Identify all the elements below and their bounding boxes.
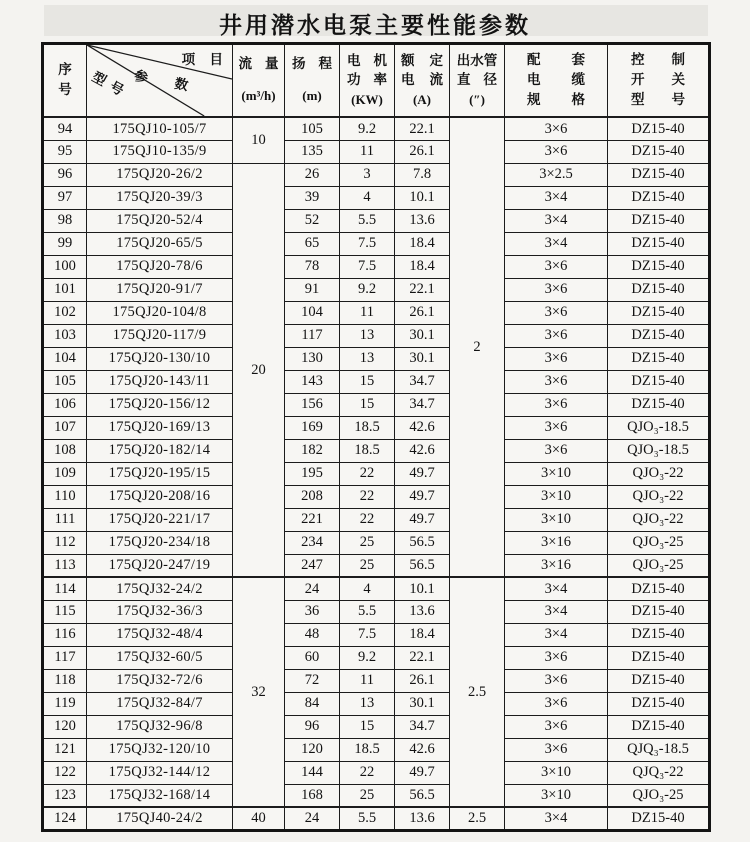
power-cell: 5.5 <box>340 209 395 232</box>
cable-cell: 3×10 <box>505 462 608 485</box>
head-cell: 221 <box>285 508 340 531</box>
power-cell: 18.5 <box>340 439 395 462</box>
header-power <box>340 44 395 118</box>
power-cell: 7.5 <box>340 623 395 646</box>
model-cell: 175QJ20-195/15 <box>87 462 233 485</box>
model-cell: 175QJ20-221/17 <box>87 508 233 531</box>
power-cell: 22 <box>340 462 395 485</box>
table-row <box>43 508 710 531</box>
table-row <box>43 232 710 255</box>
switch-cell: QJO₃-22 <box>608 508 710 531</box>
cable-cell: 3×6 <box>505 301 608 324</box>
cable-cell: 3×16 <box>505 554 608 577</box>
model-cell: 175QJ10-135/9 <box>87 140 233 163</box>
power-cell: 9.2 <box>340 117 395 140</box>
head-cell: 234 <box>285 531 340 554</box>
power-cell: 15 <box>340 370 395 393</box>
header-serial <box>43 44 87 118</box>
model-cell: 175QJ32-24/2 <box>87 577 233 600</box>
header-switch <box>608 44 710 118</box>
model-cell: 175QJ20-65/5 <box>87 232 233 255</box>
switch-cell: DZ15-40 <box>608 577 710 600</box>
table-row <box>43 623 710 646</box>
power-cell: 11 <box>340 669 395 692</box>
current-cell: 49.7 <box>395 761 450 784</box>
table-row <box>43 416 710 439</box>
power-cell: 22 <box>340 485 395 508</box>
power-cell: 25 <box>340 554 395 577</box>
switch-cell: DZ15-40 <box>608 186 710 209</box>
table-row <box>43 163 710 186</box>
cable-cell: 3×6 <box>505 715 608 738</box>
model-cell: 175QJ20-91/7 <box>87 278 233 301</box>
power-cell: 9.2 <box>340 646 395 669</box>
current-cell: 22.1 <box>395 278 450 301</box>
cable-cell: 3×10 <box>505 485 608 508</box>
current-cell: 26.1 <box>395 140 450 163</box>
switch-cell: QJO₃-25 <box>608 554 710 577</box>
power-cell: 13 <box>340 347 395 370</box>
flow-cell: 32 <box>233 577 285 807</box>
cable-cell: 3×4 <box>505 232 608 255</box>
header-current <box>395 44 450 118</box>
header-diameter-unit: (″) <box>469 92 485 108</box>
cable-cell: 3×6 <box>505 669 608 692</box>
power-cell: 18.5 <box>340 416 395 439</box>
cable-cell: 3×6 <box>505 692 608 715</box>
header-serial-line1: 序 <box>58 62 72 78</box>
cable-cell: 3×6 <box>505 117 608 140</box>
serial-cell: 115 <box>43 600 87 623</box>
cable-cell: 3×4 <box>505 623 608 646</box>
power-cell: 3 <box>340 163 395 186</box>
header-power-line1: 电 机 <box>347 52 387 68</box>
model-cell: 175QJ32-96/8 <box>87 715 233 738</box>
current-cell: 42.6 <box>395 439 450 462</box>
cable-cell: 3×6 <box>505 416 608 439</box>
diameter-cell: 2.5 <box>450 807 505 830</box>
power-cell: 4 <box>340 186 395 209</box>
current-cell: 56.5 <box>395 554 450 577</box>
model-cell: 175QJ40-24/2 <box>87 807 233 830</box>
table-row <box>43 117 710 140</box>
current-cell: 18.4 <box>395 232 450 255</box>
table-row <box>43 577 710 600</box>
power-cell: 13 <box>340 692 395 715</box>
header-diameter <box>450 44 505 118</box>
serial-cell: 107 <box>43 416 87 439</box>
serial-cell: 102 <box>43 301 87 324</box>
serial-cell: 116 <box>43 623 87 646</box>
table-row <box>43 393 710 416</box>
model-cell: 175QJ20-104/8 <box>87 301 233 324</box>
head-cell: 120 <box>285 738 340 761</box>
head-cell: 130 <box>285 347 340 370</box>
flow-cell: 40 <box>233 807 285 830</box>
head-cell: 143 <box>285 370 340 393</box>
model-cell: 175QJ32-72/6 <box>87 669 233 692</box>
header-switch-line1: 控 制 <box>631 52 685 68</box>
model-cell: 175QJ32-60/5 <box>87 646 233 669</box>
table-row <box>43 347 710 370</box>
current-cell: 42.6 <box>395 416 450 439</box>
switch-cell: QJO₃-22 <box>608 462 710 485</box>
current-cell: 18.4 <box>395 623 450 646</box>
serial-cell: 96 <box>43 163 87 186</box>
head-cell: 52 <box>285 209 340 232</box>
table-row <box>43 600 710 623</box>
cable-cell: 3×10 <box>505 508 608 531</box>
serial-cell: 112 <box>43 531 87 554</box>
table-row <box>43 784 710 807</box>
switch-cell: DZ15-40 <box>608 807 710 830</box>
cable-cell: 3×4 <box>505 186 608 209</box>
model-cell: 175QJ20-182/14 <box>87 439 233 462</box>
head-cell: 24 <box>285 807 340 830</box>
table-row <box>43 807 710 830</box>
power-cell: 22 <box>340 761 395 784</box>
model-cell: 175QJ20-52/4 <box>87 209 233 232</box>
table-row <box>43 462 710 485</box>
table-row <box>43 324 710 347</box>
current-cell: 34.7 <box>395 393 450 416</box>
cable-cell: 3×4 <box>505 600 608 623</box>
table-row <box>43 370 710 393</box>
head-cell: 104 <box>285 301 340 324</box>
power-cell: 7.5 <box>340 255 395 278</box>
cable-cell: 3×6 <box>505 255 608 278</box>
switch-cell: DZ15-40 <box>608 140 710 163</box>
serial-cell: 100 <box>43 255 87 278</box>
model-cell: 175QJ10-105/7 <box>87 117 233 140</box>
header-cable <box>505 44 608 118</box>
head-cell: 78 <box>285 255 340 278</box>
diagonal-label-item: 项 目 <box>181 52 223 67</box>
serial-cell: 111 <box>43 508 87 531</box>
head-cell: 135 <box>285 140 340 163</box>
flow-cell: 20 <box>233 163 285 577</box>
current-cell: 30.1 <box>395 692 450 715</box>
switch-cell: DZ15-40 <box>608 117 710 140</box>
power-cell: 15 <box>340 393 395 416</box>
cable-cell: 3×2.5 <box>505 163 608 186</box>
switch-cell: DZ15-40 <box>608 324 710 347</box>
pump-parameters-table-wrap <box>41 42 711 832</box>
model-cell: 175QJ20-143/11 <box>87 370 233 393</box>
table-row <box>43 669 710 692</box>
head-cell: 144 <box>285 761 340 784</box>
diameter-cell: 2 <box>450 117 505 577</box>
table-row <box>43 646 710 669</box>
power-cell: 9.2 <box>340 278 395 301</box>
header-switch-line2: 开 关 <box>631 72 685 88</box>
cable-cell: 3×10 <box>505 784 608 807</box>
serial-cell: 113 <box>43 554 87 577</box>
current-cell: 26.1 <box>395 669 450 692</box>
current-cell: 42.6 <box>395 738 450 761</box>
cable-cell: 3×6 <box>505 393 608 416</box>
serial-cell: 98 <box>43 209 87 232</box>
current-cell: 34.7 <box>395 370 450 393</box>
model-cell: 175QJ32-144/12 <box>87 761 233 784</box>
head-cell: 195 <box>285 462 340 485</box>
power-cell: 5.5 <box>340 600 395 623</box>
table-row <box>43 761 710 784</box>
header-cable-line3: 规 格 <box>527 91 585 107</box>
head-cell: 208 <box>285 485 340 508</box>
header-current-line1: 额 定 <box>401 52 443 68</box>
current-cell: 34.7 <box>395 715 450 738</box>
serial-cell: 120 <box>43 715 87 738</box>
cable-cell: 3×6 <box>505 140 608 163</box>
serial-cell: 106 <box>43 393 87 416</box>
table-row <box>43 140 710 163</box>
power-cell: 11 <box>340 301 395 324</box>
header-switch-line3: 型 号 <box>631 91 685 107</box>
model-cell: 175QJ20-117/9 <box>87 324 233 347</box>
model-cell: 175QJ20-78/6 <box>87 255 233 278</box>
table-row <box>43 186 710 209</box>
head-cell: 117 <box>285 324 340 347</box>
header-flow <box>233 44 285 118</box>
current-cell: 13.6 <box>395 600 450 623</box>
head-cell: 26 <box>285 163 340 186</box>
serial-cell: 103 <box>43 324 87 347</box>
header-power-unit: (KW) <box>351 92 383 108</box>
table-row <box>43 301 710 324</box>
model-cell: 175QJ20-208/16 <box>87 485 233 508</box>
current-cell: 10.1 <box>395 577 450 600</box>
header-serial-line2: 号 <box>58 82 72 97</box>
current-cell: 26.1 <box>395 301 450 324</box>
switch-cell: DZ15-40 <box>608 301 710 324</box>
switch-cell: QJO₃-25 <box>608 531 710 554</box>
switch-cell: DZ15-40 <box>608 255 710 278</box>
switch-cell: DZ15-40 <box>608 715 710 738</box>
header-current-line2: 电 流 <box>401 72 443 88</box>
serial-cell: 119 <box>43 692 87 715</box>
switch-cell: DZ15-40 <box>608 600 710 623</box>
current-cell: 13.6 <box>395 807 450 830</box>
switch-cell: DZ15-40 <box>608 232 710 255</box>
head-cell: 96 <box>285 715 340 738</box>
switch-cell: DZ15-40 <box>608 278 710 301</box>
serial-cell: 117 <box>43 646 87 669</box>
power-cell: 4 <box>340 577 395 600</box>
header-diameter-line2: 直 径 <box>457 72 497 88</box>
current-cell: 7.8 <box>395 163 450 186</box>
head-cell: 39 <box>285 186 340 209</box>
cable-cell: 3×6 <box>505 278 608 301</box>
head-cell: 182 <box>285 439 340 462</box>
header-head-label: 扬 程 <box>292 56 332 72</box>
switch-cell: QJQ₃-22 <box>608 761 710 784</box>
cable-cell: 3×6 <box>505 324 608 347</box>
header-head-unit: (m) <box>302 88 322 104</box>
cable-cell: 3×10 <box>505 761 608 784</box>
page-title: 井用潜水电泵主要性能参数 <box>219 13 531 38</box>
diameter-cell: 2.5 <box>450 577 505 807</box>
table-row <box>43 278 710 301</box>
serial-cell: 99 <box>43 232 87 255</box>
serial-cell: 114 <box>43 577 87 600</box>
cable-cell: 3×4 <box>505 807 608 830</box>
power-cell: 13 <box>340 324 395 347</box>
power-cell: 25 <box>340 531 395 554</box>
header-flow-label: 流 量 <box>238 56 279 72</box>
head-cell: 168 <box>285 784 340 807</box>
current-cell: 49.7 <box>395 462 450 485</box>
current-cell: 56.5 <box>395 531 450 554</box>
pump-parameters-table <box>41 42 711 832</box>
power-cell: 7.5 <box>340 232 395 255</box>
cable-cell: 3×6 <box>505 738 608 761</box>
serial-cell: 105 <box>43 370 87 393</box>
model-cell: 175QJ20-39/3 <box>87 186 233 209</box>
switch-cell: QJO₃-18.5 <box>608 416 710 439</box>
switch-cell: DZ15-40 <box>608 370 710 393</box>
switch-cell: DZ15-40 <box>608 393 710 416</box>
serial-cell: 121 <box>43 738 87 761</box>
header-power-line2: 功 率 <box>347 72 387 88</box>
power-cell: 25 <box>340 784 395 807</box>
serial-cell: 122 <box>43 761 87 784</box>
flow-cell: 10 <box>233 117 285 163</box>
serial-cell: 101 <box>43 278 87 301</box>
model-cell: 175QJ20-169/13 <box>87 416 233 439</box>
serial-cell: 110 <box>43 485 87 508</box>
head-cell: 84 <box>285 692 340 715</box>
serial-cell: 123 <box>43 784 87 807</box>
serial-cell: 124 <box>43 807 87 830</box>
table-row <box>43 209 710 232</box>
model-cell: 175QJ32-84/7 <box>87 692 233 715</box>
model-cell: 175QJ32-168/14 <box>87 784 233 807</box>
cable-cell: 3×4 <box>505 577 608 600</box>
header-cable-line1: 配 套 <box>527 52 585 68</box>
cable-cell: 3×4 <box>505 209 608 232</box>
current-cell: 22.1 <box>395 646 450 669</box>
cable-cell: 3×6 <box>505 646 608 669</box>
current-cell: 30.1 <box>395 347 450 370</box>
cable-cell: 3×16 <box>505 531 608 554</box>
model-cell: 175QJ20-234/18 <box>87 531 233 554</box>
current-cell: 18.4 <box>395 255 450 278</box>
header-model-diagonal <box>87 44 233 118</box>
power-cell: 15 <box>340 715 395 738</box>
table-row <box>43 715 710 738</box>
serial-cell: 104 <box>43 347 87 370</box>
model-cell: 175QJ20-247/19 <box>87 554 233 577</box>
switch-cell: QJO₃-22 <box>608 485 710 508</box>
head-cell: 60 <box>285 646 340 669</box>
switch-cell: QJO₃-25 <box>608 784 710 807</box>
model-cell: 175QJ32-120/10 <box>87 738 233 761</box>
model-cell: 175QJ32-48/4 <box>87 623 233 646</box>
power-cell: 11 <box>340 140 395 163</box>
head-cell: 36 <box>285 600 340 623</box>
head-cell: 91 <box>285 278 340 301</box>
current-cell: 49.7 <box>395 508 450 531</box>
head-cell: 169 <box>285 416 340 439</box>
head-cell: 247 <box>285 554 340 577</box>
cable-cell: 3×6 <box>505 347 608 370</box>
model-cell: 175QJ32-36/3 <box>87 600 233 623</box>
header-row <box>43 44 710 118</box>
table-row <box>43 485 710 508</box>
switch-cell: DZ15-40 <box>608 623 710 646</box>
head-cell: 105 <box>285 117 340 140</box>
switch-cell: DZ15-40 <box>608 163 710 186</box>
header-current-unit: (A) <box>412 92 432 108</box>
switch-cell: DZ15-40 <box>608 347 710 370</box>
model-cell: 175QJ20-130/10 <box>87 347 233 370</box>
switch-cell: DZ15-40 <box>608 692 710 715</box>
power-cell: 18.5 <box>340 738 395 761</box>
switch-cell: QJO₃-18.5 <box>608 439 710 462</box>
current-cell: 10.1 <box>395 186 450 209</box>
model-cell: 175QJ20-156/12 <box>87 393 233 416</box>
header-cable-line2: 电 缆 <box>527 72 585 88</box>
table-row <box>43 439 710 462</box>
switch-cell: QJQ₃-18.5 <box>608 738 710 761</box>
serial-cell: 97 <box>43 186 87 209</box>
header-head <box>285 44 340 118</box>
power-cell: 22 <box>340 508 395 531</box>
current-cell: 49.7 <box>395 485 450 508</box>
table-row <box>43 531 710 554</box>
switch-cell: DZ15-40 <box>608 646 710 669</box>
current-cell: 22.1 <box>395 117 450 140</box>
serial-cell: 118 <box>43 669 87 692</box>
serial-cell: 95 <box>43 140 87 163</box>
head-cell: 24 <box>285 577 340 600</box>
current-cell: 56.5 <box>395 784 450 807</box>
model-cell: 175QJ20-26/2 <box>87 163 233 186</box>
table-row <box>43 738 710 761</box>
serial-cell: 94 <box>43 117 87 140</box>
diagonal-label-parameter: 参 数 <box>133 68 190 94</box>
table-body <box>43 117 710 830</box>
head-cell: 65 <box>285 232 340 255</box>
head-cell: 48 <box>285 623 340 646</box>
diagonal-label-model: 型 号 <box>89 69 127 99</box>
current-cell: 30.1 <box>395 324 450 347</box>
table-row <box>43 255 710 278</box>
cable-cell: 3×6 <box>505 370 608 393</box>
header-diameter-line1: 出水管 <box>456 52 498 68</box>
cable-cell: 3×6 <box>505 439 608 462</box>
power-cell: 5.5 <box>340 807 395 830</box>
head-cell: 72 <box>285 669 340 692</box>
table-row <box>43 692 710 715</box>
switch-cell: DZ15-40 <box>608 669 710 692</box>
header-flow-unit: (m³/h) <box>241 88 276 104</box>
serial-cell: 108 <box>43 439 87 462</box>
switch-cell: DZ15-40 <box>608 209 710 232</box>
current-cell: 13.6 <box>395 209 450 232</box>
serial-cell: 109 <box>43 462 87 485</box>
head-cell: 156 <box>285 393 340 416</box>
table-row <box>43 554 710 577</box>
